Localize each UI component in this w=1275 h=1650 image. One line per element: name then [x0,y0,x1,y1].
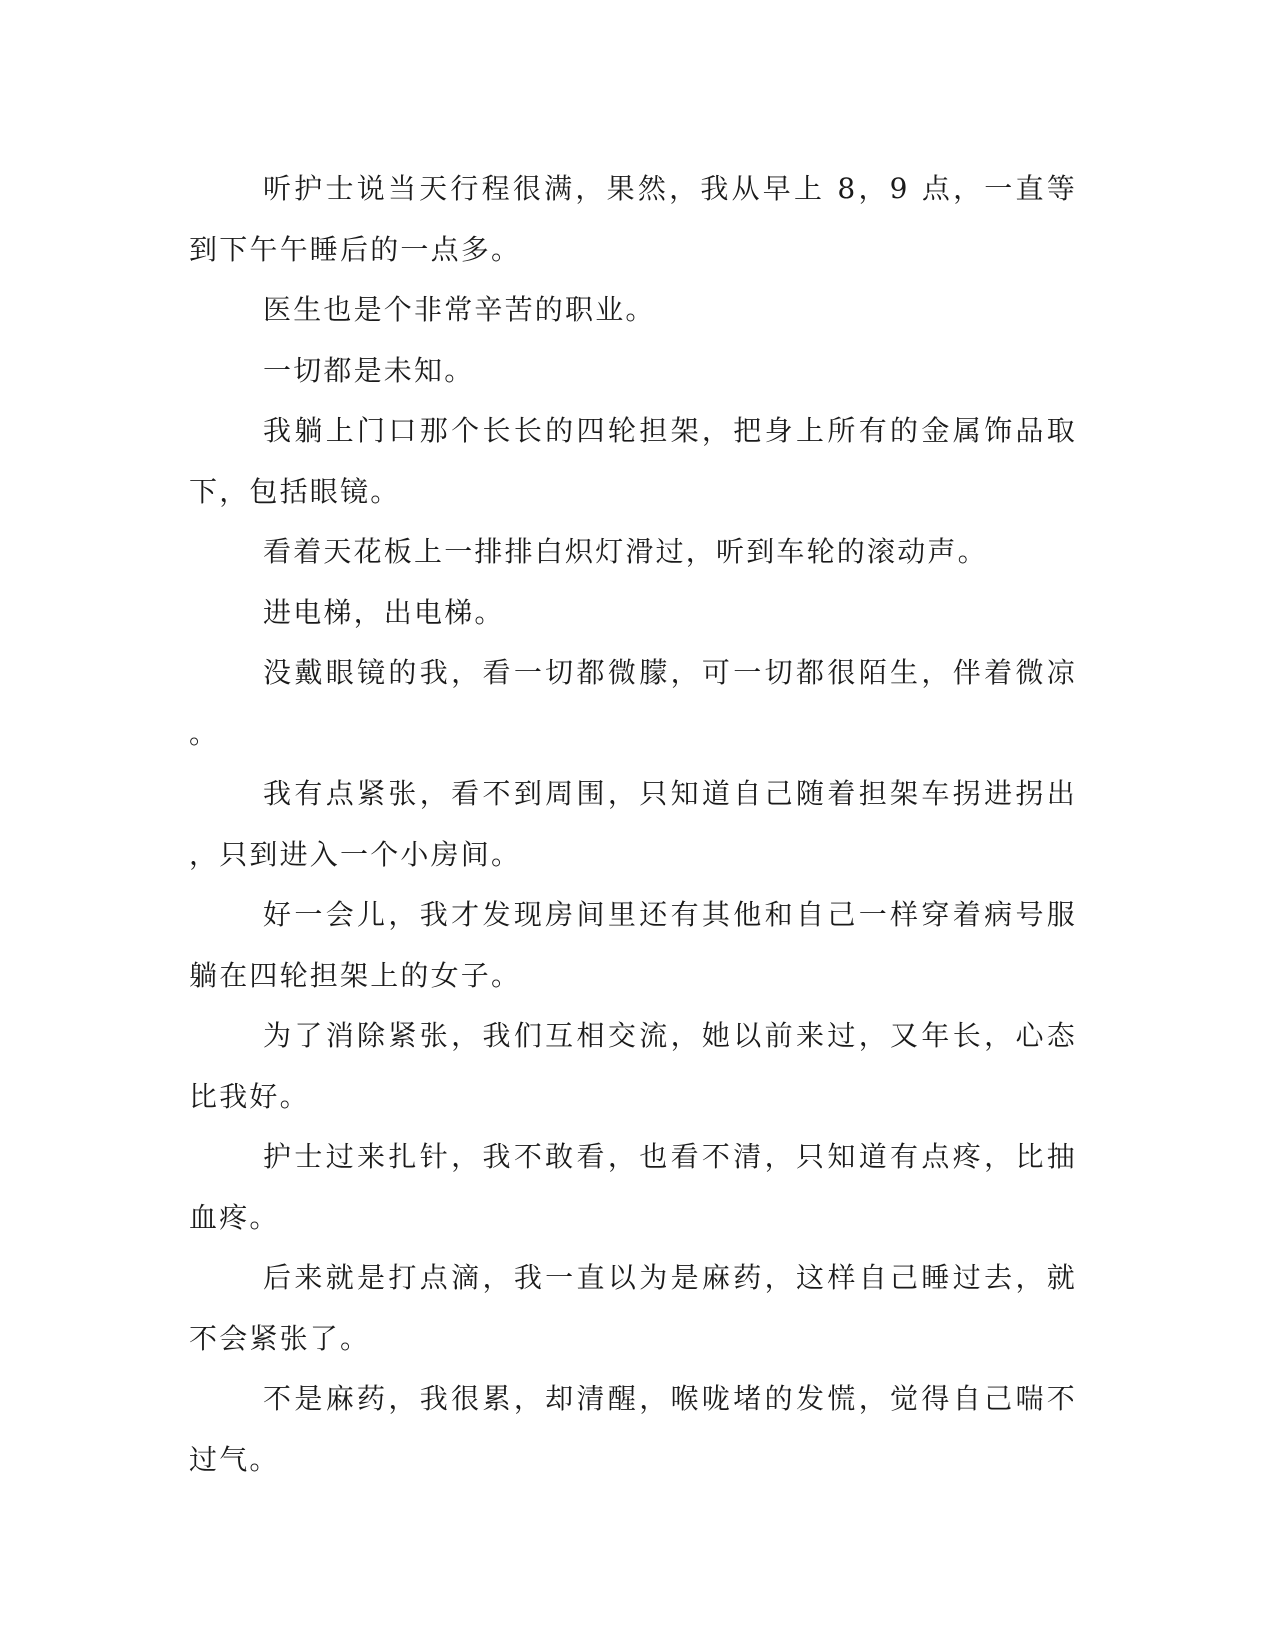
paragraph-11: 护士过来扎针，我不敢看，也看不清，只知道有点疼，比抽血疼。 [189,1140,1077,1234]
paragraph-7: 没戴眼镜的我，看一切都微朦，可一切都很陌生，伴着微凉。 [189,656,1077,750]
paragraph-6: 进电梯，出电梯。 [263,595,505,629]
paragraph-9: 好一会儿，我才发现房间里还有其他和自己一样穿着病号服躺在四轮担架上的女子。 [189,898,1077,992]
paragraph-5: 看着天花板上一排排白炽灯滑过，听到车轮的滚动声。 [263,535,988,568]
paragraph-13: 不是麻药，我很累，却清醒，喉咙堵的发慌，觉得自己喘不过气。 [189,1382,1077,1476]
paragraph-1: 听护士说当天行程很满，果然，我从早上 8，9 点，一直等到下午午睡后的一点多。 [189,172,1077,266]
paragraph-4: 我躺上门口那个长长的四轮担架，把身上所有的金属饰品取下，包括眼镜。 [189,414,1077,508]
paragraph-10: 为了消除紧张，我们互相交流，她以前来过，又年长，心态比我好。 [189,1019,1077,1113]
paragraph-2: 医生也是个非常辛苦的职业。 [263,293,656,326]
paragraph-12: 后来就是打点滴，我一直以为是麻药，这样自己睡过去，就不会紧张了。 [189,1261,1077,1355]
document-body [189,159,1077,1490]
paragraph-8: 我有点紧张，看不到周围，只知道自己随着担架车拐进拐出，只到进入一个小房间。 [189,777,1077,871]
paragraph-3: 一切都是未知。 [263,353,475,387]
